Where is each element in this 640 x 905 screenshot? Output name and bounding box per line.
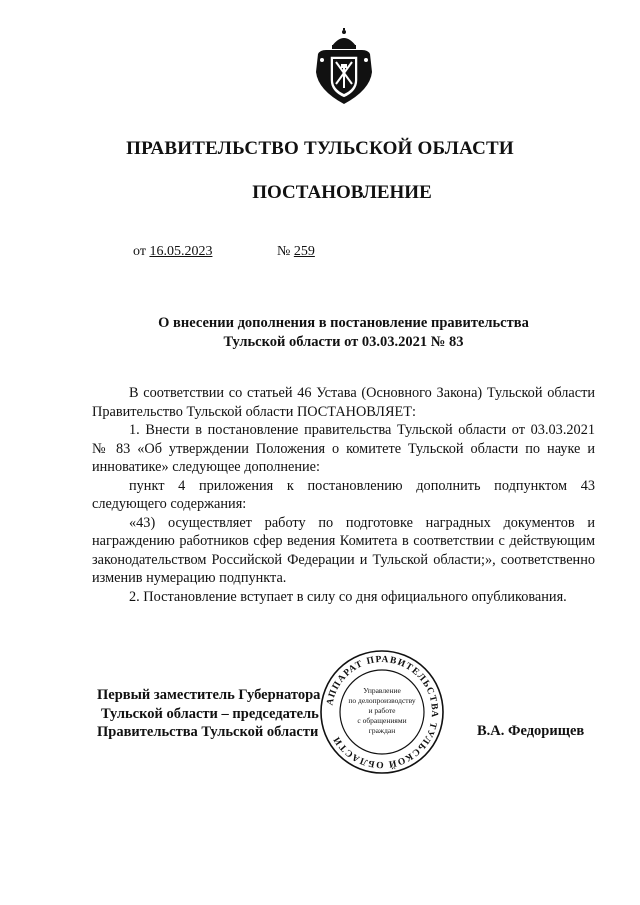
date-prefix: от bbox=[133, 244, 146, 259]
stamp-center-line: граждан bbox=[368, 726, 396, 735]
official-stamp bbox=[318, 648, 446, 776]
body-paragraph: пункт 4 приложения к постановлению дополнить подпунктом 43 следующего содержания: bbox=[92, 477, 595, 512]
stamp-center-line: Управление bbox=[363, 686, 401, 695]
document-date bbox=[133, 244, 212, 260]
signatory-position bbox=[97, 686, 320, 742]
date-value: 16.05.2023 bbox=[149, 244, 213, 259]
subject-line: О внесении дополнения в постановление правительства bbox=[158, 315, 529, 331]
position-line: Тульской области – председатель bbox=[101, 705, 319, 722]
document-type-title: ПОСТАНОВЛЕНИЕ bbox=[252, 182, 432, 203]
body-paragraph: В соответствии со статьей 46 Устава (Основного Закона) Тульской области Правительство Тульской области ПОСТАНОВЛЯЕТ: bbox=[92, 385, 595, 420]
document-body bbox=[92, 384, 595, 606]
body-paragraph: 2. Постановление вступает в силу со дня официального опубликования. bbox=[129, 588, 567, 605]
position-line: Правительства Тульской области bbox=[97, 724, 319, 740]
stamp-center-line: с обращениями bbox=[357, 716, 407, 725]
stamp-ring-text: АППАРАТ ПРАВИТЕЛЬСТВА ТУЛЬСКОЙ ОБЛАСТИ bbox=[325, 654, 440, 770]
subject-line: Тульской области от 03.03.2021 № 83 bbox=[223, 334, 464, 350]
body-paragraph: 1. Внести в постановление правительства Тульской области от 03.03.2021 № 83 «Об утверждении Положения о комитете Тульской области по науке и инноватике» следующее дополнение: bbox=[92, 422, 595, 475]
position-line: Первый заместитель Губернатора bbox=[97, 687, 321, 703]
stamp-center-line: и работе bbox=[368, 706, 396, 715]
number-prefix: № bbox=[277, 244, 291, 259]
organization-title: ПРАВИТЕЛЬСТВО ТУЛЬСКОЙ ОБЛАСТИ bbox=[126, 138, 514, 159]
document-number bbox=[277, 244, 315, 260]
number-value: 259 bbox=[293, 244, 315, 259]
document-subject bbox=[100, 314, 587, 352]
body-paragraph: «43) осуществляет работу по подготовке наградных документов и награждению работников сфер ведения Комитета в соответствии с действующим законодательством Российской Федерации и Тульской области;», соответственно изменив нумерацию подпункта. bbox=[92, 514, 595, 586]
tula-coat-of-arms-icon bbox=[310, 28, 378, 108]
signatory-name: В.А. Федорищев bbox=[477, 723, 585, 739]
stamp-center-line: по делопроизводству bbox=[348, 696, 416, 705]
